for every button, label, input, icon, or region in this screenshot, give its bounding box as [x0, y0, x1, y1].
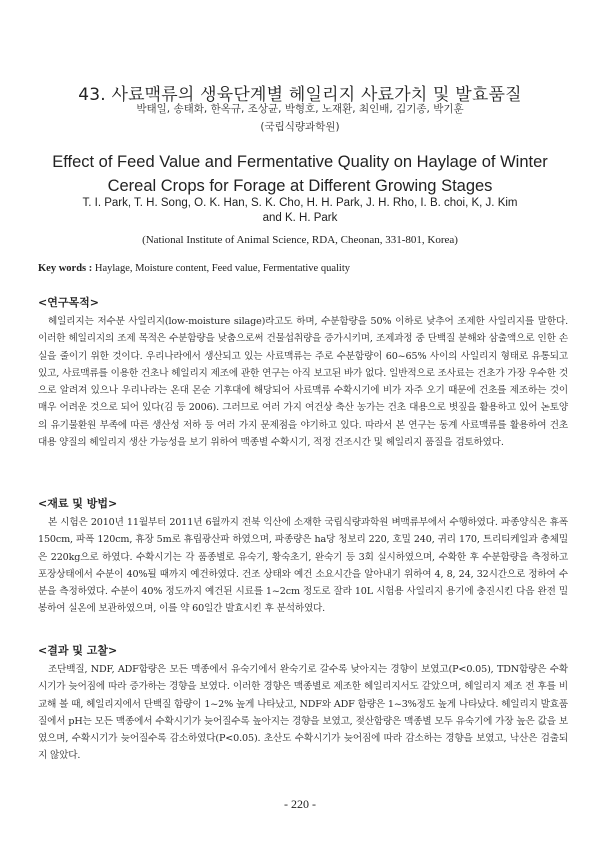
keywords: [38, 263, 568, 274]
keywords-label: Key words :: [38, 263, 93, 274]
english-authors-line2: and K. H. Park: [262, 212, 338, 224]
keywords-text: Haylage, Moisture content, Feed value, Fermentative quality: [94, 263, 351, 274]
section-heading: <재료 및 방법>: [38, 497, 118, 510]
korean-institute: (국립식량과학원): [260, 121, 340, 133]
section-heading: <결과 및 고찰>: [38, 644, 118, 657]
section-heading: <연구목적>: [38, 296, 99, 309]
korean-title: 43. 사료맥류의 생육단계별 헤일리지 사료가치 및 발효품질: [78, 85, 522, 105]
section-purpose: [38, 294, 568, 451]
english-authors: [50, 196, 550, 226]
english-authors-line1: T. I. Park, T. H. Song, O. K. Han, S. K. Cho, H. H. Park, J. H. Rho, I. B. choi, K, J. Kim: [82, 197, 518, 209]
english-institute: (National Institute of Animal Science, RDA, Cheonan, 331-801, Korea): [142, 234, 458, 246]
english-title-line2: Cereal Crops for Forage at Different Growing Stages: [107, 177, 493, 195]
section-body: 본 시험은 2010년 11월부터 2011년 6월까지 전북 익산에 소재한 국립식량과학원 벼맥류부에서 수행하였다. 파종양식은 휴폭 150cm, 파폭 120cm, 휴장 5m로 휴립광산파 하였으며, 파종량은 ha당 청보리 220, 호밀 240, 귀리 170, 트리티케일과 총체밀은 220kg으로 하였다. 수확시기는 각 품종별로 유숙기, 황숙초기, 완숙기 등 3회 실시하였으며, 수확한 후 수분함량을 측정하고 포장상태에서 수분이 40%될 때까지 예건하였다. 건조 상태와 예건 소요시간을 알아내기 위하여 4, 8, 24, 32시간으로 정하여 수분을 측정하였다. 수분이 40% 정도까지 예건된 시료를 1~2cm 정도로 잘라 10L 시험용 사일리지 용기에 충진시킨 다음 완전 밀봉하여 실온에 보관하였으며, 이를 약 60일간 발효시킨 후 분석하였다.: [38, 517, 568, 615]
english-title-line1: Effect of Feed Value and Fermentative Quality on Haylage of Winter: [52, 153, 548, 171]
section-methods: [38, 495, 568, 618]
section-results: [38, 642, 568, 765]
section-body: 조단백질, NDF, ADF함량은 모든 맥종에서 유숙기에서 완숙기로 갈수록 낮아지는 경향이 보였고(P<0.05), TDN함량은 수확시기가 늦어짐에 따라 증가하는 경향을 보였다. 이러한 경향은 맥종별로 제조한 헤일리지서도 같았으며, 헤일리지 제조 전 후를 비교해 볼 때, 헤일리지에서 단백질 함량이 1~2% 높게 나타났고, NDF와 ADF 함량은 1~3%정도 높게 나타났다. 헤일리지 발효품질에서 pH는 모든 맥종에서 수확시기가 늦어질수록 높아지는 경향을 보였고, 젖산함량은 맥종별 모두 유숙기에 가장 높은 값을 보였으며, 수확시기가 늦어질수록 감소하였다(P<0.05). 초산도 수확시기가 늦어짐에 따라 감소하는 경향을 보였고, 낙산은 검출되지 않았다.: [38, 664, 568, 762]
section-body: 헤일리지는 저수분 사일리지(low-moisture silage)라고도 하며, 수분함량을 50% 이하로 낮추어 조제한 사일리지를 말한다. 이러한 헤일리지의 조제 목적은 수분함량을 낮춤으로써 건물섭취량을 증가시키며, 조제과정 중 단백질 분해와 삼출액으로 인한 손실을 줄이기 위한 것이다. 우리나라에서 생산되고 있는 사료맥류는 주로 수분함량이 60~65% 사이의 사일리지 형태로 유통되고 있고, 사료맥류를 이용한 건초나 헤일리지 제조에 관한 연구는 아직 보고된 바가 없다. 일반적으로 조사료는 건초가 가장 우수한 것으로 알려져 있으나 우리나라는 온대 몬순 기후대에 해당되어 사료맥류 수확시기에 비가 자주 오기 때문에 건초를 제조하는 것이 매우 어려운 것으로 되어 있다(김 등 2006). 그러므로 여러 가지 여건상 축산 농가는 건초 대용으로 볏짚을 활용하고 있어 논토양의 유기물환원 부족에 따른 생산성 저하 등 여러 가지 문제점을 야기하고 있다. 따라서 본 연구는 동계 사료맥류를 활용하여 건초 대용 양질의 헤일리지 생산 가능성을 보기 위하여 맥종별 수확시기, 적정 건조시간 및 헤일리지 품질을 검토하였다.: [38, 316, 568, 449]
english-title: [40, 150, 560, 198]
page-number: - 220 -: [284, 797, 316, 811]
korean-authors: 박태일, 송태화, 한옥규, 조상균, 박형호, 노재환, 최인배, 김기종, 박기훈: [136, 103, 464, 115]
